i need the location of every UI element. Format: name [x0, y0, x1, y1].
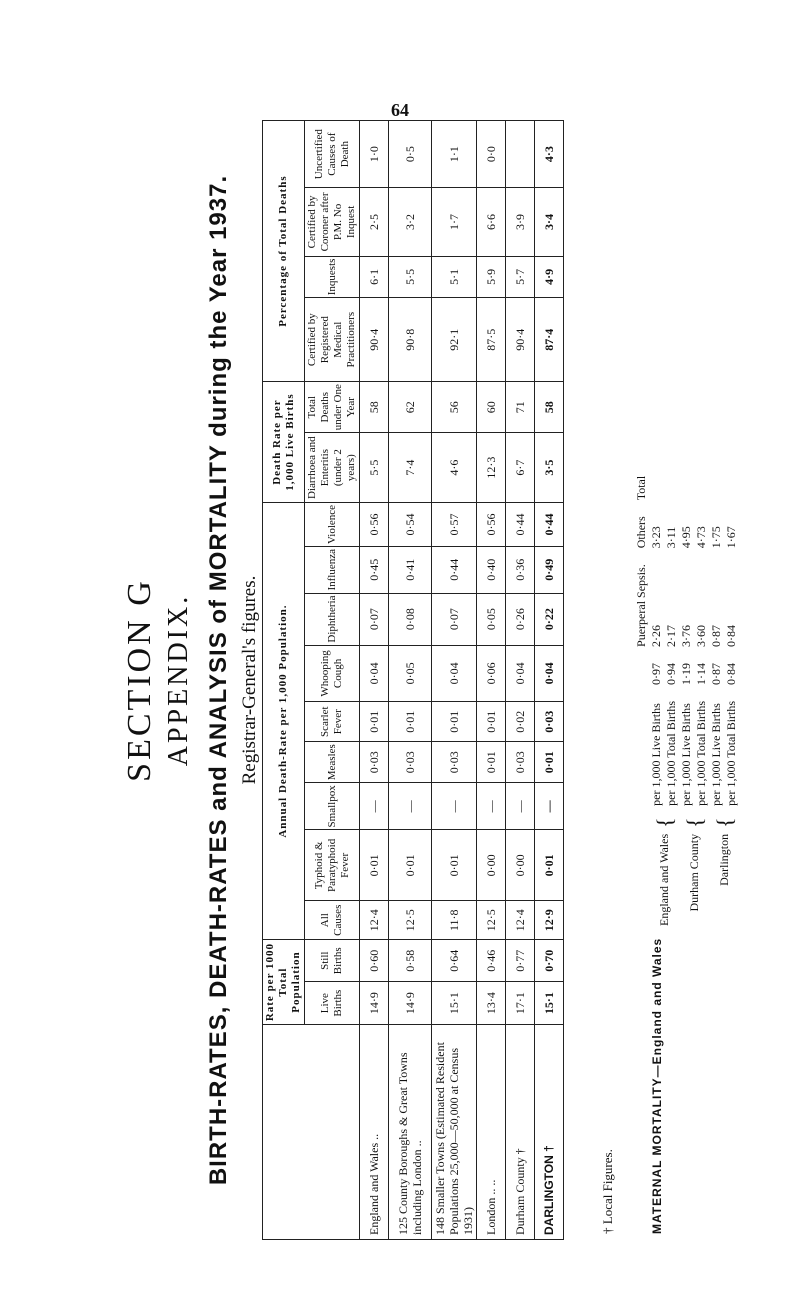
table-cell: 0·44 — [535, 502, 564, 546]
table-cell: 0·56 — [477, 502, 506, 546]
row-area-label: Durham County † — [506, 1025, 535, 1240]
maternal-cell: 3·60 — [694, 624, 708, 647]
page-header — [120, 120, 262, 1240]
maternal-cell: 3·23 — [649, 526, 663, 549]
table-row — [477, 121, 506, 1240]
maternal-cell: 2·17 — [664, 624, 678, 647]
table-cell: 0·03 — [506, 742, 535, 783]
column-header: Still Births — [305, 940, 360, 982]
maternal-line-label: per 1,000 Total Births — [664, 700, 678, 806]
table-cell: 0·46 — [477, 940, 506, 982]
table-cell: 14·9 — [360, 982, 389, 1025]
table-cell: 7·4 — [389, 433, 432, 503]
table-cell: 0·07 — [360, 593, 389, 645]
table-cell: 15·1 — [535, 982, 564, 1025]
row-area-label: DARLINGTON † — [535, 1025, 564, 1240]
area-header — [263, 1025, 360, 1240]
table-cell: 0·01 — [389, 830, 432, 901]
column-header: Violence — [305, 502, 360, 546]
maternal-cell: 0·94 — [664, 662, 678, 685]
column-header: Typhoid & Paratyphoid Fever — [305, 830, 360, 901]
maternal-cell: 1·75 — [709, 526, 723, 549]
maternal-area: Darlington — [716, 833, 731, 886]
table-cell: 6·6 — [477, 188, 506, 256]
table-cell: 12·5 — [389, 901, 432, 940]
table-cell: 0·64 — [432, 940, 477, 982]
table-cell: 90·4 — [506, 298, 535, 382]
column-header: Diarrhoea and Enteritis (under 2 years) — [305, 433, 360, 503]
maternal-cell: 3·76 — [679, 624, 693, 647]
table-cell: 0·45 — [360, 547, 389, 594]
maternal-row — [679, 468, 694, 934]
table-cell: 0·04 — [535, 645, 564, 702]
maternal-area: England and Wales — [656, 833, 671, 926]
table-cell: 11·8 — [432, 901, 477, 940]
table-row — [389, 121, 432, 1240]
column-header: Influenza — [305, 547, 360, 594]
column-header: Total Deaths under One Year — [305, 382, 360, 433]
mortality-table — [262, 120, 564, 1240]
group-annual-death-rate: Annual Death-Rate per 1,000 Population. — [263, 502, 305, 939]
table-row — [360, 121, 389, 1240]
maternal-area: Durham County — [686, 833, 701, 912]
table-cell: 0·01 — [432, 702, 477, 742]
table-cell: 0·01 — [432, 830, 477, 901]
table-cell: 0·44 — [506, 502, 535, 546]
page-number: 64 — [391, 100, 409, 120]
table-cell: 3·9 — [506, 188, 535, 256]
maternal-line-label: per 1,000 Total Births — [724, 700, 738, 806]
table-cell: — — [535, 783, 564, 830]
table-cell: 92·1 — [432, 298, 477, 382]
table-cell: 56 — [432, 382, 477, 433]
table-cell: 12·4 — [360, 901, 389, 940]
table-cell: 87·5 — [477, 298, 506, 382]
column-header: Scarlet Fever — [305, 702, 360, 742]
table-cell: 0·01 — [360, 702, 389, 742]
row-area-label: England and Wales .. — [360, 1025, 389, 1240]
maternal-column-header: Total — [634, 475, 648, 501]
table-cell: 0·49 — [535, 547, 564, 594]
table-cell: 58 — [535, 382, 564, 433]
table-cell: 0·07 — [432, 593, 477, 645]
table-cell: 14·9 — [389, 982, 432, 1025]
table-cell: 0·00 — [477, 830, 506, 901]
table-cell: — — [360, 783, 389, 830]
table-cell: 4·3 — [535, 121, 564, 188]
table-cell: 0·22 — [535, 593, 564, 645]
table-cell: 0·56 — [360, 502, 389, 546]
column-header: Certified by Coroner after P.M. No Inquest — [305, 188, 360, 256]
maternal-cell: 4·95 — [679, 526, 693, 549]
column-header: Measles — [305, 742, 360, 783]
maternal-cell: 0·84 — [724, 662, 738, 685]
brace-icon: { — [681, 817, 707, 828]
table-cell: 0·05 — [477, 593, 506, 645]
table-cell: 0·01 — [535, 742, 564, 783]
table-cell: 71 — [506, 382, 535, 433]
table-cell: 6·1 — [360, 256, 389, 298]
column-header: Inquests — [305, 256, 360, 298]
table-cell: 0·08 — [389, 593, 432, 645]
maternal-line-label: per 1,000 Live Births — [679, 703, 693, 806]
row-area-label: 148 Smaller Towns (Estimated Resident Populations 25,000—50,000 at Census 1931) — [432, 1025, 477, 1240]
group-rate-total-pop: Rate per 1000 Total Population — [263, 940, 305, 1025]
column-header: Diphtheria — [305, 593, 360, 645]
table-cell: — — [389, 783, 432, 830]
table-cell: 1·1 — [432, 121, 477, 188]
table-cell: 0·03 — [535, 702, 564, 742]
table-cell: 6·7 — [506, 433, 535, 503]
table-cell: 0·03 — [389, 742, 432, 783]
table-cell: 0·57 — [432, 502, 477, 546]
table-cell: 0·03 — [432, 742, 477, 783]
source-note: Registrar-General's figures. — [239, 575, 260, 785]
table-cell: 87·4 — [535, 298, 564, 382]
table-cell: 0·40 — [477, 547, 506, 594]
column-header: Uncertified Causes of Death — [305, 121, 360, 188]
table-cell: 12·9 — [535, 901, 564, 940]
table-cell: 5·1 — [432, 256, 477, 298]
maternal-line-label: per 1,000 Live Births — [649, 703, 663, 806]
table-cell: 0·44 — [432, 547, 477, 594]
table-row — [506, 121, 535, 1240]
column-header: Whooping Cough — [305, 645, 360, 702]
maternal-cell: 1·14 — [694, 662, 708, 685]
table-cell: 13·4 — [477, 982, 506, 1025]
table-cell: 0·02 — [506, 702, 535, 742]
table-cell: 0·54 — [389, 502, 432, 546]
table-cell: 5·5 — [389, 256, 432, 298]
maternal-cell: 0·84 — [724, 624, 738, 647]
column-header: Live Births — [305, 982, 360, 1025]
maternal-cell: 0·97 — [649, 662, 663, 685]
brace-icon: { — [711, 817, 737, 828]
table-cell: 0·00 — [506, 830, 535, 901]
table-cell: 0·03 — [360, 742, 389, 783]
table-cell: 0·01 — [535, 830, 564, 901]
table-cell: 0·04 — [360, 645, 389, 702]
maternal-cell: 4·73 — [694, 526, 708, 549]
table-cell: 2·5 — [360, 188, 389, 256]
rotated-page — [120, 120, 780, 1240]
table-cell: 5·9 — [477, 256, 506, 298]
maternal-row — [709, 468, 724, 934]
table-cell: 62 — [389, 382, 432, 433]
maternal-cell: 2·26 — [649, 624, 663, 647]
table-cell: 0·70 — [535, 940, 564, 982]
table-cell: 0·5 — [389, 121, 432, 188]
maternal-row — [649, 468, 664, 934]
table-cell: 12·3 — [477, 433, 506, 503]
table-cell: 90·4 — [360, 298, 389, 382]
table-title: BIRTH-RATES, DEATH-RATES and ANALYSIS of MORTALITY during the Year 1937. — [205, 174, 232, 1186]
table-cell: 3·4 — [535, 188, 564, 256]
maternal-column-header: Others — [634, 516, 648, 549]
table-cell: 60 — [477, 382, 506, 433]
maternal-cell: 0·87 — [709, 662, 723, 685]
section-title: SECTION G — [121, 578, 158, 782]
maternal-column-header: Puerperal Sepsis. — [634, 564, 648, 647]
table-cell: 17·1 — [506, 982, 535, 1025]
column-header: Smallpox — [305, 783, 360, 830]
table-cell: 0·36 — [506, 547, 535, 594]
table-cell: — — [477, 783, 506, 830]
row-area-label: London .. .. — [477, 1025, 506, 1240]
table-cell: 0·04 — [506, 645, 535, 702]
maternal-cell: 3·11 — [664, 526, 678, 549]
table-cell: 15·1 — [432, 982, 477, 1025]
maternal-title: MATERNAL MORTALITY—England and Wales — [650, 937, 664, 1234]
table-cell: 5·7 — [506, 256, 535, 298]
table-cell: 12·5 — [477, 901, 506, 940]
maternal-cell: 1·19 — [679, 662, 693, 685]
footer — [600, 120, 738, 1240]
table-cell: 12·4 — [506, 901, 535, 940]
table-cell: 0·06 — [477, 645, 506, 702]
maternal-table — [634, 468, 739, 934]
table-cell: 4·6 — [432, 433, 477, 503]
table-cell: 0·60 — [360, 940, 389, 982]
table-cell: 1·7 — [432, 188, 477, 256]
table-row — [535, 121, 564, 1240]
table-row — [432, 121, 477, 1240]
table-cell: 90·8 — [389, 298, 432, 382]
table-cell: 4·9 — [535, 256, 564, 298]
maternal-line-label: per 1,000 Total Births — [694, 700, 708, 806]
table-cell: 0·58 — [389, 940, 432, 982]
appendix-title: APPENDIX. — [163, 593, 194, 767]
footnote: † Local Figures. — [600, 1149, 615, 1234]
table-cell: 0·04 — [432, 645, 477, 702]
table-cell: — — [506, 783, 535, 830]
row-area-label: 125 County Boroughs & Great Towns including London .. — [389, 1025, 432, 1240]
table-cell: 58 — [360, 382, 389, 433]
table-cell: 0·01 — [477, 702, 506, 742]
group-pct-total-deaths: Percentage of Total Deaths — [263, 121, 305, 382]
table-cell: 0·77 — [506, 940, 535, 982]
table-cell: 0·01 — [360, 830, 389, 901]
table-cell: 3·2 — [389, 188, 432, 256]
brace-icon: { — [651, 817, 677, 828]
table-cell: 0·05 — [389, 645, 432, 702]
table-cell: 5·5 — [360, 433, 389, 503]
table-cell: 0·01 — [389, 702, 432, 742]
table-cell — [506, 121, 535, 188]
table-cell: 3·5 — [535, 433, 564, 503]
column-header: Certified by Registered Medical Practitioners — [305, 298, 360, 382]
table-cell: 0·0 — [477, 121, 506, 188]
maternal-cell: 1·67 — [724, 526, 738, 549]
table-cell: 0·41 — [389, 547, 432, 594]
group-death-rate-live-births: Death Rate per 1,000 Live Births — [263, 382, 305, 503]
column-header: All Causes — [305, 901, 360, 940]
maternal-line-label: per 1,000 Live Births — [709, 703, 723, 806]
table-cell: — — [432, 783, 477, 830]
maternal-cell: 0·87 — [709, 624, 723, 647]
table-cell: 0·01 — [477, 742, 506, 783]
table-cell: 1·0 — [360, 121, 389, 188]
table-cell: 0·26 — [506, 593, 535, 645]
